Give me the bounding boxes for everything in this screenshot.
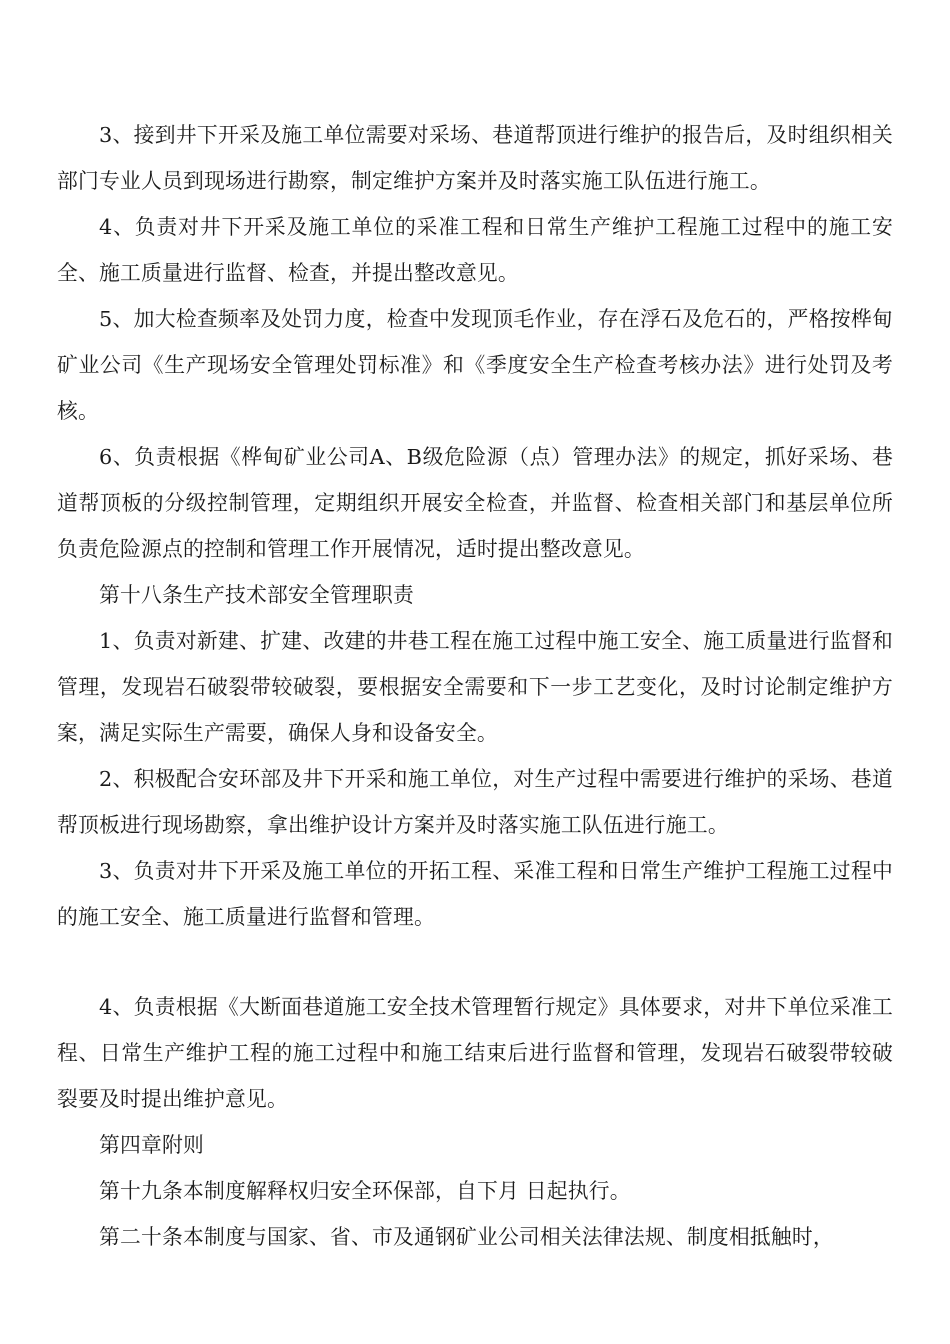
paragraph-item-6-hazard-control: 6、负责根据《桦甸矿业公司A、B级危险源（点）管理办法》的规定，抓好采场、巷道帮顶板的分级控制管理，定期组织开展安全检查，并监督、检查相关部门和基层单位所负责危险源点的控制和管理工作开展情况，适时提出整改意见。: [57, 445, 893, 561]
document-body: [57, 112, 893, 1260]
paragraph-item-4-large-section-roadway: 4、负责根据《大断面巷道施工安全技术管理暂行规定》具体要求，对井下单位采准工程、日常生产维护工程的施工过程中和施工结束后进行监督和管理，发现岩石破裂带较破裂要及时提出维护意见。: [57, 995, 893, 1111]
paragraph-item-4-supervise-quality: 4、负责对井下开采及施工单位的采准工程和日常生产维护工程施工过程中的施工安全、施工质量进行监督、检查，并提出整改意见。: [57, 215, 893, 285]
paragraph-item-3-supervise-works: 3、负责对井下开采及施工单位的开拓工程、采准工程和日常生产维护工程施工过程中的施工安全、施工质量进行监督和管理。: [57, 859, 893, 929]
paragraph-item-5-inspection-penalty: 5、加大检查频率及处罚力度，检查中发现顶毛作业，存在浮石及危石的，严格按桦甸矿业公司《生产现场安全管理处罚标准》和《季度安全生产检查考核办法》进行处罚及考核。: [57, 307, 893, 423]
article-18-heading: 第十八条生产技术部安全管理职责: [99, 583, 414, 607]
paragraph-item-2-cooperate-survey: 2、积极配合安环部及井下开采和施工单位，对生产过程中需要进行维护的采场、巷道帮顶板进行现场勘察，拿出维护设计方案并及时落实施工队伍进行施工。: [57, 767, 893, 837]
chapter-4-heading: 第四章附则: [99, 1133, 204, 1157]
article-19-text: 第十九条本制度解释权归安全环保部，自下月 日起执行。: [99, 1179, 631, 1203]
paragraph-gap: [57, 940, 893, 984]
paragraph-item-1-new-construction: 1、负责对新建、扩建、改建的井巷工程在施工过程中施工安全、施工质量进行监督和管理，发现岩石破裂带较破裂，要根据安全需要和下一步工艺变化，及时讨论制定维护方案，满足实际生产需要，确保人身和设备安全。: [57, 629, 893, 745]
paragraph-item-3-report-maintenance: 3、接到井下开采及施工单位需要对采场、巷道帮顶进行维护的报告后，及时组织相关部门专业人员到现场进行勘察，制定维护方案并及时落实施工队伍进行施工。: [57, 123, 893, 193]
article-20-text: 第二十条本制度与国家、省、市及通钢矿业公司相关法律法规、制度相抵触时，: [99, 1225, 834, 1249]
